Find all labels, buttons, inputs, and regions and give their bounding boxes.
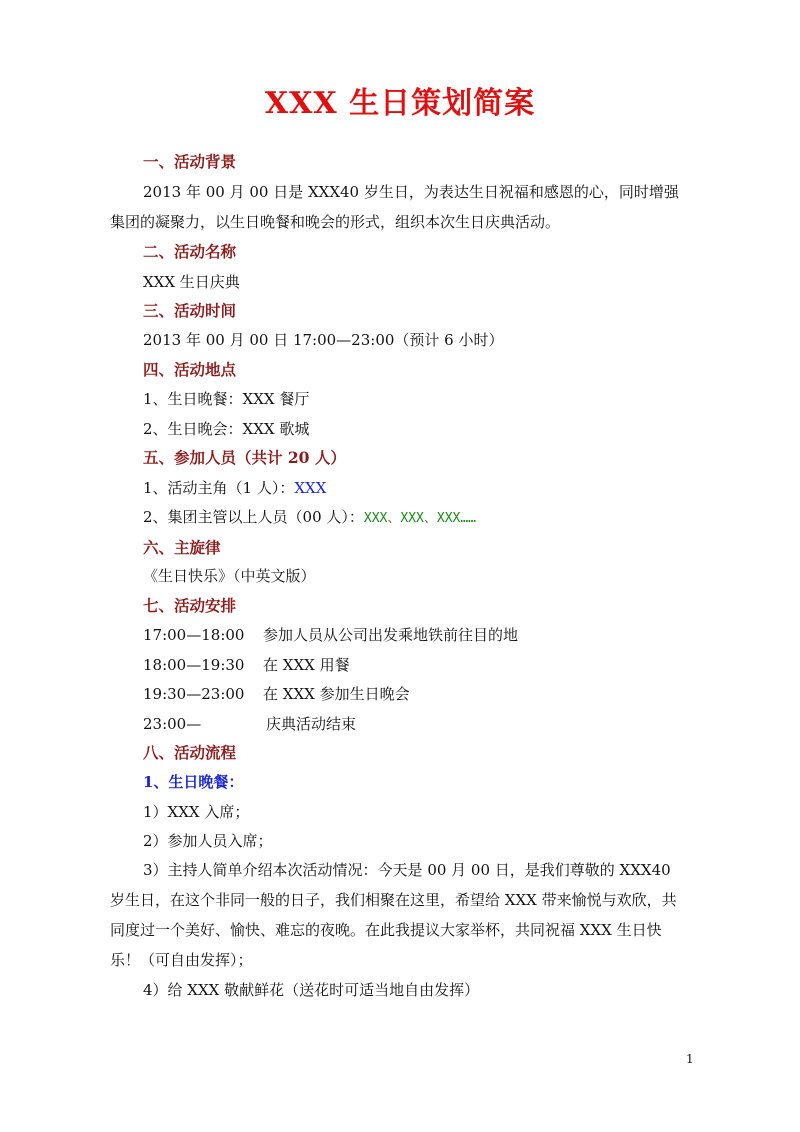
- process-step-3: 3）主持人简单介绍本次活动情况：今天是 00 月 00 日，是我们尊敬的 XXX40 岁生日，在这个非同一般的日子，我们相聚在这里，希望给 XXX 带来愉悦与欢欣，共同度过一个美好、愉快、难忘的夜晚。在此我提议大家举杯，共同祝福 XXX 生日快乐！（可自由发挥）；: [110, 861, 677, 969]
- heading-location: 四、活动地点: [143, 360, 237, 379]
- schedule-row: [143, 684, 410, 704]
- schedule-row: [143, 625, 518, 645]
- location-item: 2、生日晚会：XXX 歌城: [143, 420, 310, 438]
- heading-background: 一、活动背景: [143, 152, 237, 171]
- heading-participants: 五、参加人员（共计 20 人）: [143, 448, 346, 467]
- process-step: 4）给 XXX 敬献鲜花（送花时可适当地自由发挥）: [143, 981, 480, 999]
- subheading-dinner: 1、生日晚餐：: [143, 773, 244, 791]
- heading-schedule: 七、活动安排: [143, 596, 237, 615]
- heading-process: 八、活动流程: [143, 743, 237, 762]
- schedule-desc: 在 XXX 参加生日晚会: [263, 685, 410, 703]
- text-theme-song: 《生日快乐》（中英文版）: [143, 567, 316, 585]
- document-title: XXX 生日策划简案: [264, 86, 536, 121]
- process-step: 1）XXX 入席；: [143, 803, 250, 821]
- schedule-time: 18:00—19:30: [143, 656, 245, 674]
- schedule-desc: 庆典活动结束: [266, 715, 357, 733]
- schedule-row: [143, 655, 350, 675]
- page-number: 1: [686, 1052, 694, 1066]
- text-time: 2013 年 00 月 00 日 17:00—23:00（预计 6 小时）: [143, 331, 504, 349]
- schedule-time: 23:00—: [143, 715, 202, 733]
- location-item: 1、生日晚餐：XXX 餐厅: [143, 390, 310, 408]
- heading-theme-song: 六、主旋律: [143, 538, 221, 557]
- participant-value: XXX: [294, 479, 327, 497]
- process-step: 2）参加人员入席；: [143, 832, 273, 850]
- schedule-desc: 参加人员从公司出发乘地铁前往目的地: [263, 626, 519, 644]
- paragraph-background: 2013 年 00 月 00 日是 XXX40 岁生日，为表达生日祝福和感恩的心，同时增强集团的凝聚力，以生日晚餐和晚会的形式，组织本次生日庆典活动。: [110, 183, 679, 231]
- text-name: XXX 生日庆典: [143, 273, 240, 291]
- heading-time: 三、活动时间: [143, 301, 237, 320]
- participant-item: 1、活动主角（1 人）：XXX: [143, 479, 327, 497]
- heading-name: 二、活动名称: [143, 242, 237, 261]
- participant-value: XXX、XXX、XXX……: [363, 511, 476, 526]
- schedule-time: 19:30—23:00: [143, 685, 245, 703]
- schedule-desc: 在 XXX 用餐: [263, 656, 350, 674]
- participant-item: 2、集团主管以上人员（00 人）：XXX、XXX、XXX……: [143, 508, 476, 526]
- schedule-time: 17:00—18:00: [143, 626, 245, 644]
- schedule-row: [143, 714, 356, 734]
